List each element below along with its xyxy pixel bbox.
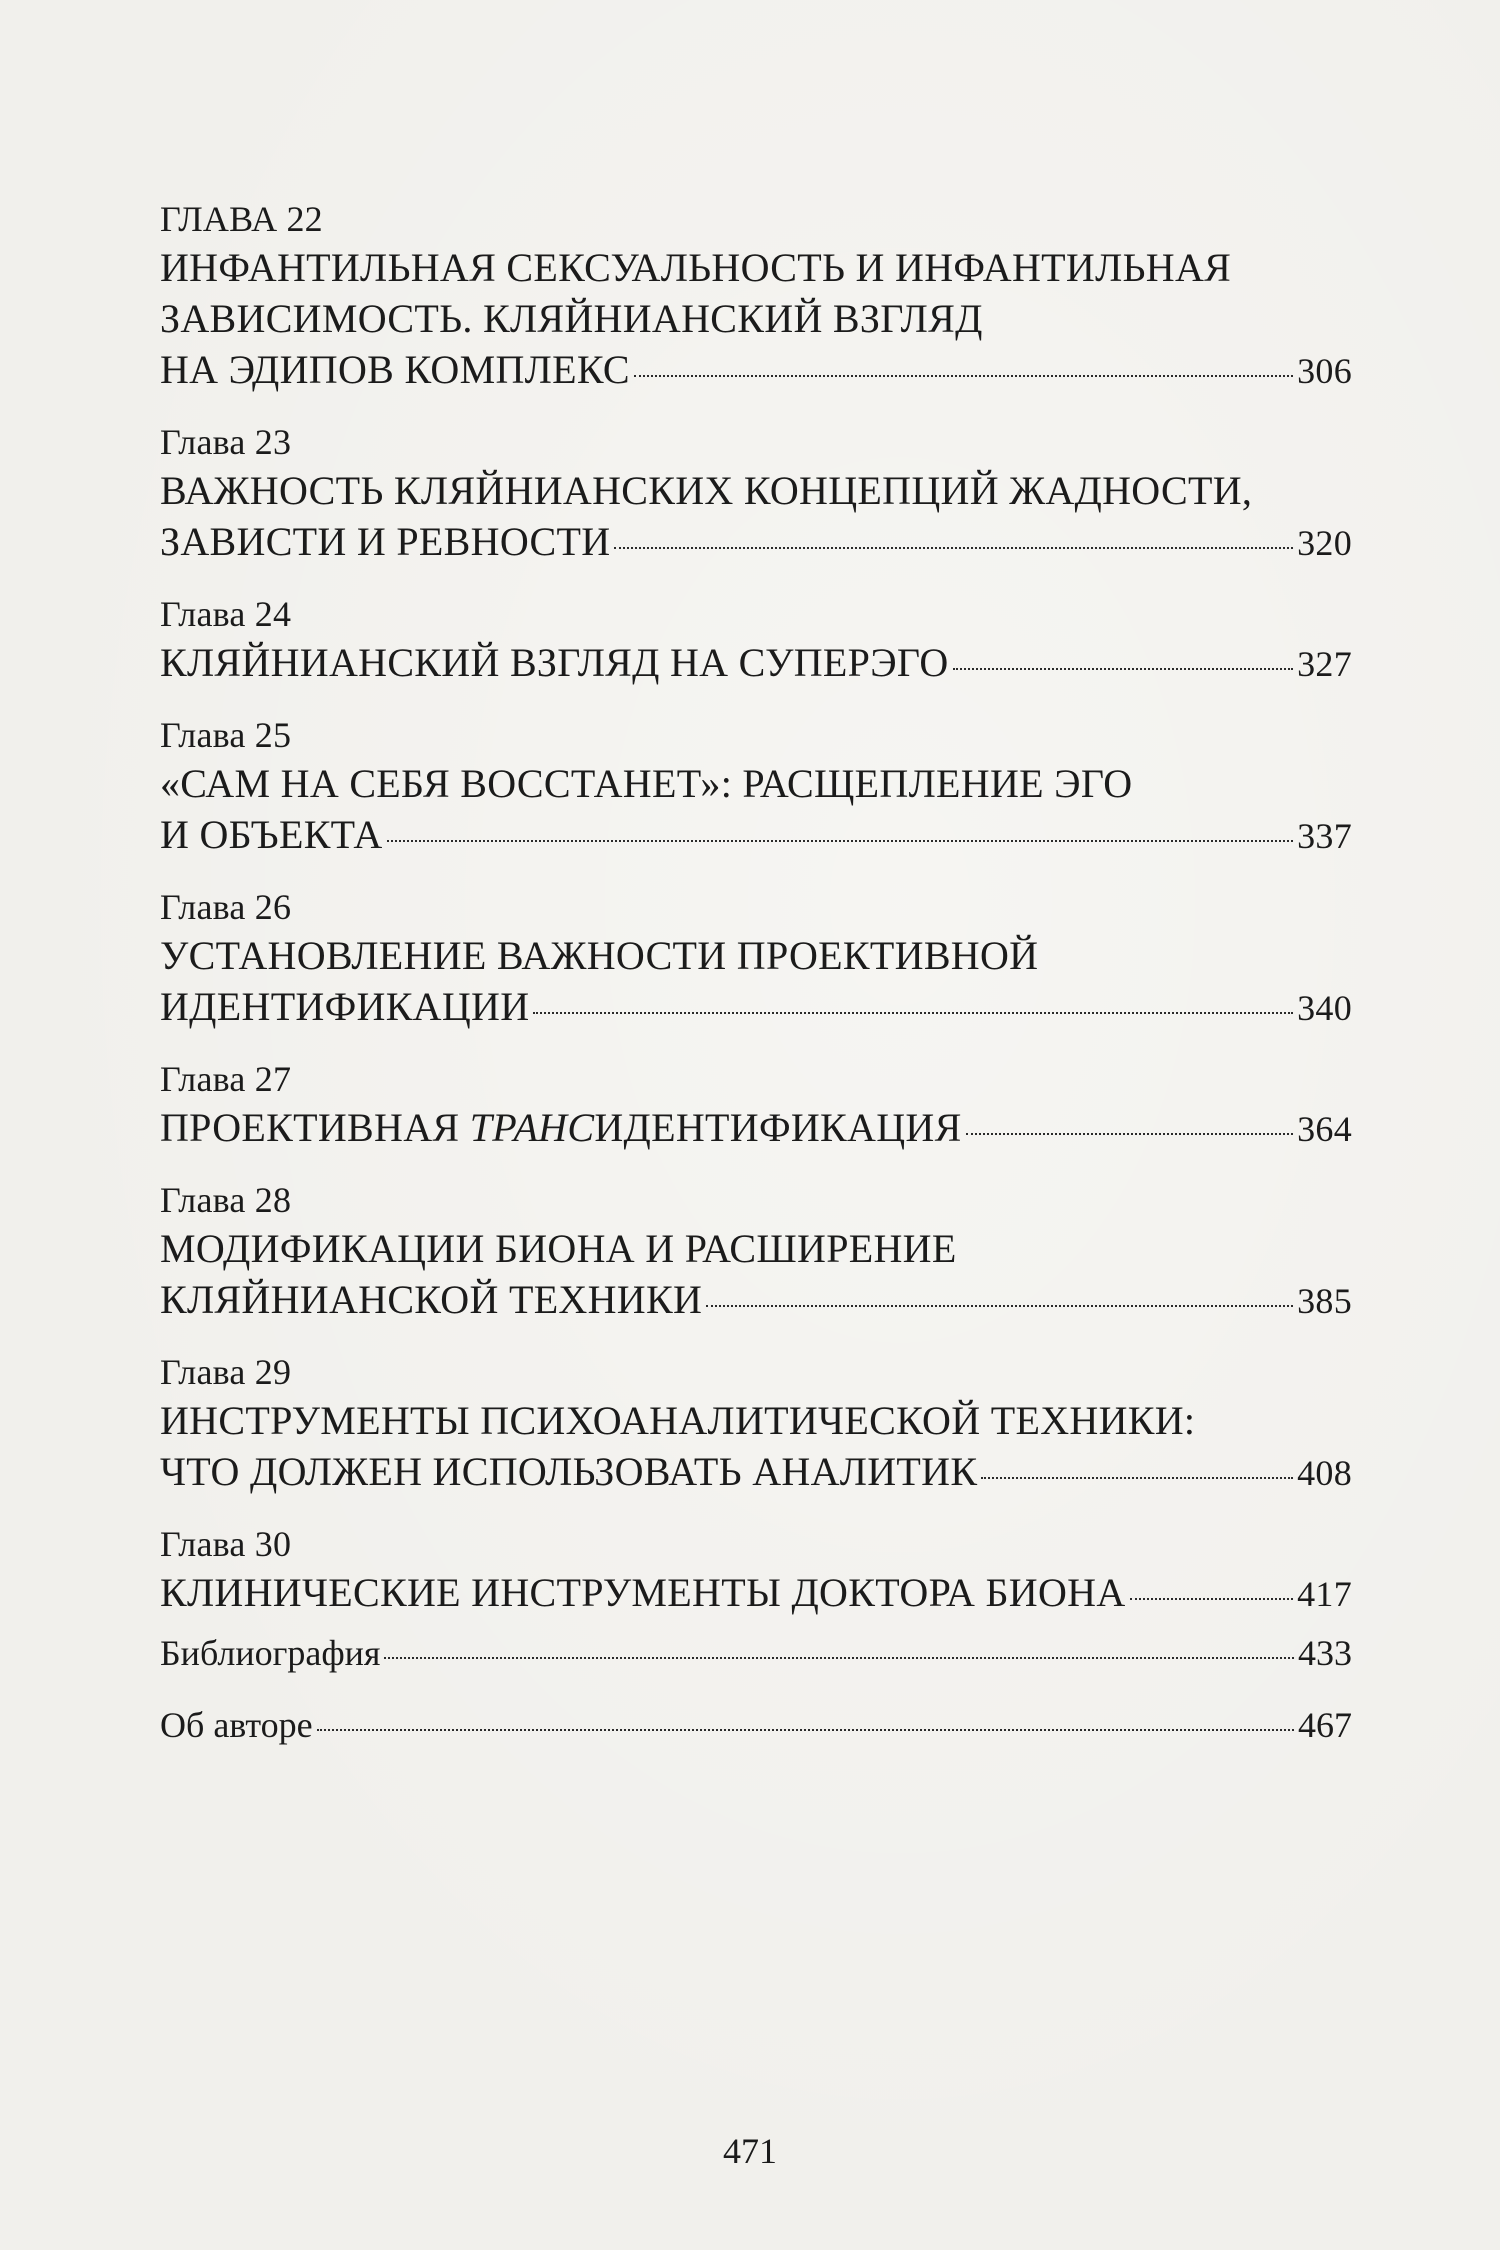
toc-entry-bibliography [160, 1628, 1352, 1678]
title-part-italic: ТРАНС [469, 1105, 595, 1150]
toc-entry-28 [160, 1177, 1352, 1327]
chapter-title-row [160, 1446, 1352, 1499]
toc-entry-24 [160, 591, 1352, 690]
leader-dots [966, 1133, 1294, 1135]
toc-entry-about-author [160, 1700, 1352, 1750]
chapter-title-line: УСТАНОВЛЕНИЕ ВАЖНОСТИ ПРОЕКТИВНОЙ [160, 933, 1039, 978]
page-number: 467 [1298, 1705, 1352, 1745]
page-number: 408 [1297, 1453, 1352, 1493]
page-number: 385 [1297, 1281, 1352, 1321]
chapter-label: Глава 26 [160, 887, 292, 927]
chapter-label: Глава 25 [160, 715, 292, 755]
chapter-title-line: МОДИФИКАЦИИ БИОНА И РАСШИРЕНИЕ [160, 1226, 957, 1271]
chapter-label: Глава 24 [160, 594, 292, 634]
page-number: 320 [1297, 523, 1352, 563]
leader-dots [614, 547, 1293, 549]
chapter-title-row [160, 1274, 1352, 1327]
chapter-title-line: ИНФАНТИЛЬНАЯ СЕКСУАЛЬНОСТЬ И ИНФАНТИЛЬНАЯ [160, 245, 1232, 290]
leader-dots [384, 1657, 1294, 1659]
entry-title: Об авторе [160, 1705, 313, 1745]
chapter-title-row [160, 516, 1352, 569]
leader-dots [634, 375, 1293, 377]
chapter-title-line: ВАЖНОСТЬ КЛЯЙНИАНСКИХ КОНЦЕПЦИЙ ЖАДНОСТИ, [160, 468, 1253, 513]
chapter-label: Глава 27 [160, 1059, 292, 1099]
toc-entry-22 [160, 196, 1352, 397]
title-part: ПРОЕКТИВНАЯ [160, 1105, 470, 1150]
chapter-title-line [160, 1102, 962, 1153]
chapter-title-line: НА ЭДИПОВ КОМПЛЕКС [160, 347, 630, 392]
chapter-title-line: ЗАВИСИМОСТЬ. КЛЯЙНИАНСКИЙ ВЗГЛЯД [160, 296, 983, 341]
chapter-title-line: ЧТО ДОЛЖЕН ИСПОЛЬЗОВАТЬ АНАЛИТИК [160, 1449, 978, 1494]
chapter-label: Глава 23 [160, 422, 292, 462]
leader-dots [1130, 1598, 1294, 1600]
chapter-title-line: КЛЯЙНИАНСКИЙ ВЗГЛЯД НА СУПЕРЭГО [160, 640, 949, 685]
title-part: ИДЕНТИФИКАЦИЯ [594, 1105, 962, 1150]
leader-dots [981, 1477, 1293, 1479]
chapter-title-row [160, 1567, 1352, 1620]
chapter-title-row [160, 637, 1352, 690]
leader-dots [706, 1305, 1293, 1307]
page-number: 433 [1298, 1633, 1352, 1673]
page-number: 417 [1297, 1574, 1352, 1614]
toc-entry-30 [160, 1521, 1352, 1620]
page-number: 364 [1297, 1109, 1352, 1149]
page-number: 337 [1297, 816, 1352, 856]
toc-entry-25 [160, 712, 1352, 862]
page-number: 327 [1297, 644, 1352, 684]
toc-entry-29 [160, 1349, 1352, 1499]
page-number: 340 [1297, 988, 1352, 1028]
chapter-title-line: КЛЯЙНИАНСКОЙ ТЕХНИКИ [160, 1277, 703, 1322]
chapter-title-line: ЗАВИСТИ И РЕВНОСТИ [160, 519, 611, 564]
leader-dots [533, 1012, 1293, 1014]
leader-dots [317, 1729, 1294, 1731]
chapter-title-line: «САМ НА СЕБЯ ВОССТАНЕТ»: РАСЩЕПЛЕНИЕ ЭГО [160, 761, 1133, 806]
chapter-title-row [160, 344, 1352, 397]
chapter-title-line: И ОБЪЕКТА [160, 812, 383, 857]
chapter-title-line: ИДЕНТИФИКАЦИИ [160, 984, 530, 1029]
toc-entry-27 [160, 1056, 1352, 1155]
toc-entry-23 [160, 419, 1352, 569]
chapter-title-line: ИНСТРУМЕНТЫ ПСИХОАНАЛИТИЧЕСКОЙ ТЕХНИКИ: [160, 1398, 1196, 1443]
chapter-title-row [160, 981, 1352, 1034]
toc-entry-26 [160, 884, 1352, 1034]
entry-title: Библиография [160, 1633, 381, 1673]
chapter-label: Глава 29 [160, 1352, 292, 1392]
page-folio: 471 [723, 2131, 777, 2171]
chapter-title-row [160, 1102, 1352, 1155]
chapter-title-row [160, 809, 1352, 862]
chapter-title-line: КЛИНИЧЕСКИЕ ИНСТРУМЕНТЫ ДОКТОРА БИОНА [160, 1570, 1126, 1615]
chapter-label: ГЛАВА 22 [160, 199, 323, 239]
leader-dots [953, 668, 1294, 670]
chapter-label: Глава 30 [160, 1524, 292, 1564]
table-of-contents [160, 196, 1352, 1750]
page-number: 306 [1297, 351, 1352, 391]
leader-dots [387, 840, 1293, 842]
chapter-label: Глава 28 [160, 1180, 292, 1220]
